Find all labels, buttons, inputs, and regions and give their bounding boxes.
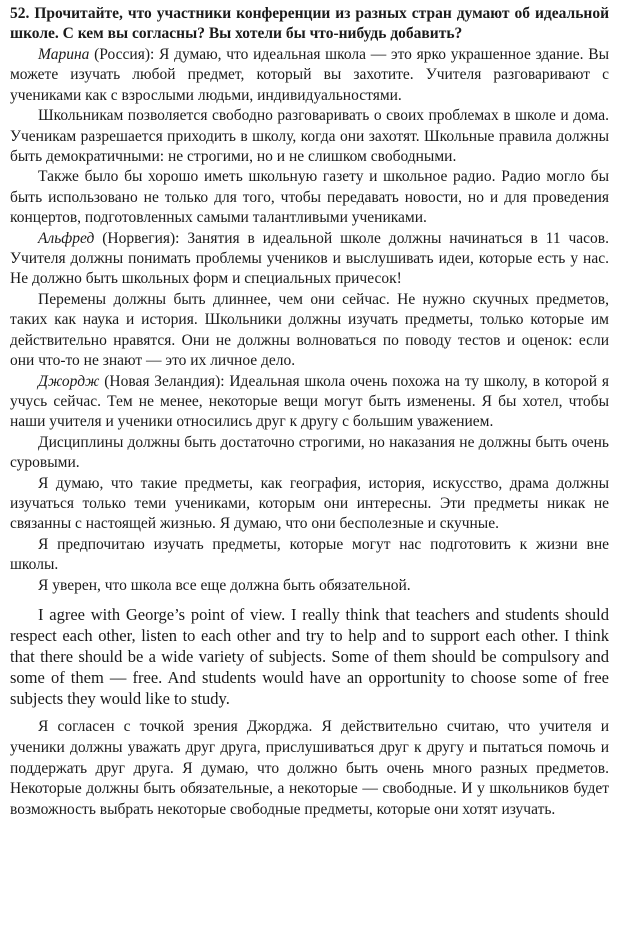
marina-paragraph-3: Также было бы хорошо иметь школьную газету и школьное радио. Радио могло бы быть использовано не только для того, чтобы передавать новости, но и для проведения концертов, подготовленных самыми талантливыми учениками.: [10, 168, 609, 227]
marina-paragraph-1: [10, 45, 609, 106]
marina-text-1: Я думаю, что идеальная школа — это ярко украшенное здание. Вы можете изучать любой предмет, который вы захотите. Учителя разговаривают с учениками как с взрослыми людьми, индивидуальностями.: [10, 46, 609, 104]
marina-paragraph-2: Школьникам позволяется свободно разговаривать о своих проблемах в школе и дома. Ученикам разрешается приходить в школу, когда они захотят. Школьные правила должны быть демократичными: не строгими, но и не слишком свободными.: [10, 107, 609, 166]
section-gap: [10, 596, 609, 604]
speaker-george: Джордж: [38, 372, 100, 390]
speaker-alfred: Альфред: [38, 229, 95, 247]
exercise-number: 52.: [10, 5, 30, 22]
alfred-paragraph-1: [10, 229, 609, 290]
speaker-marina: Марина: [38, 46, 90, 63]
george-paragraph-1: [10, 372, 609, 433]
george-paragraph-4: Я предпочитаю изучать предметы, которые могут нас подготовить к жизни вне школы.: [10, 535, 609, 574]
george-paragraph-5: Я уверен, что школа все еще должна быть обязательной.: [38, 576, 411, 594]
george-country: (Новая Зеландия):: [99, 372, 230, 390]
answer-english: I agree with George’s point of view. I really think that teachers and students should respect each other, listen to each other and try to help and to support each other. I think that there should be a wide variety of subjects. Some of them should be compulsory and some of them — free. And students would have an opportunity to choose some of free subjects they would like to study.: [10, 604, 609, 708]
alfred-text-1: Занятия в идеальной школе должны начинаться в 11 часов. Учителя должны понимать проблемы учеников и выслушивать идеи, которые есть у нас. Не должно быть школьных форм и специальных причесок!: [10, 229, 609, 288]
george-text-1: Идеальная школа очень похожа на ту школу, в которой я учусь сейчас. Тем не менее, некоторые вещи могут быть изменены. Я бы хотел, чтобы наши учителя и ученики относились друг к другу с большим уважением.: [10, 372, 610, 431]
exercise-heading: [10, 4, 609, 44]
answer-russian-translation: Я согласен с точкой зрения Джорджа. Я действительно считаю, что учителя и ученики должны уважать друг друга, прислушиваться друг к другу и пытаться помочь и поддержать друг друга. Я думаю, что должно быть очень много разных предметов. Некоторые должны быть обязательные, а некоторые — свободные. И у школьников будет возможность выбрать некоторые свободные предметы, которые они хотят изучать.: [10, 717, 609, 819]
alfred-country: (Норвегия):: [94, 229, 188, 247]
george-paragraph-2: Дисциплины должны быть достаточно строгими, но наказания не должны быть очень суровыми.: [10, 433, 609, 472]
alfred-paragraph-2: Перемены должны быть длиннее, чем они сейчас. Не нужно скучных предметов, таких как наука и история. Школьники должны изучать предметы, только которые им действительно нравятся. Они не должны волноваться по поводу тестов и оценок: если они что-то не знают — это их личное дело.: [10, 290, 609, 370]
exercise-instruction: Прочитайте, что участники конференции из разных стран думают об идеальной школе. С кем вы согласны? Вы хотели бы что-нибудь добавить?: [10, 5, 610, 42]
marina-country: (Россия):: [89, 46, 160, 63]
section-gap: [10, 709, 609, 717]
george-paragraph-3: Я думаю, что такие предметы, как география, история, искусство, драма должны изучаться только теми учениками, которым они интересны. Эти предметы никак не связанны с настоящей жизнью. Я думаю, что они бесполезные и скучные.: [10, 474, 609, 533]
